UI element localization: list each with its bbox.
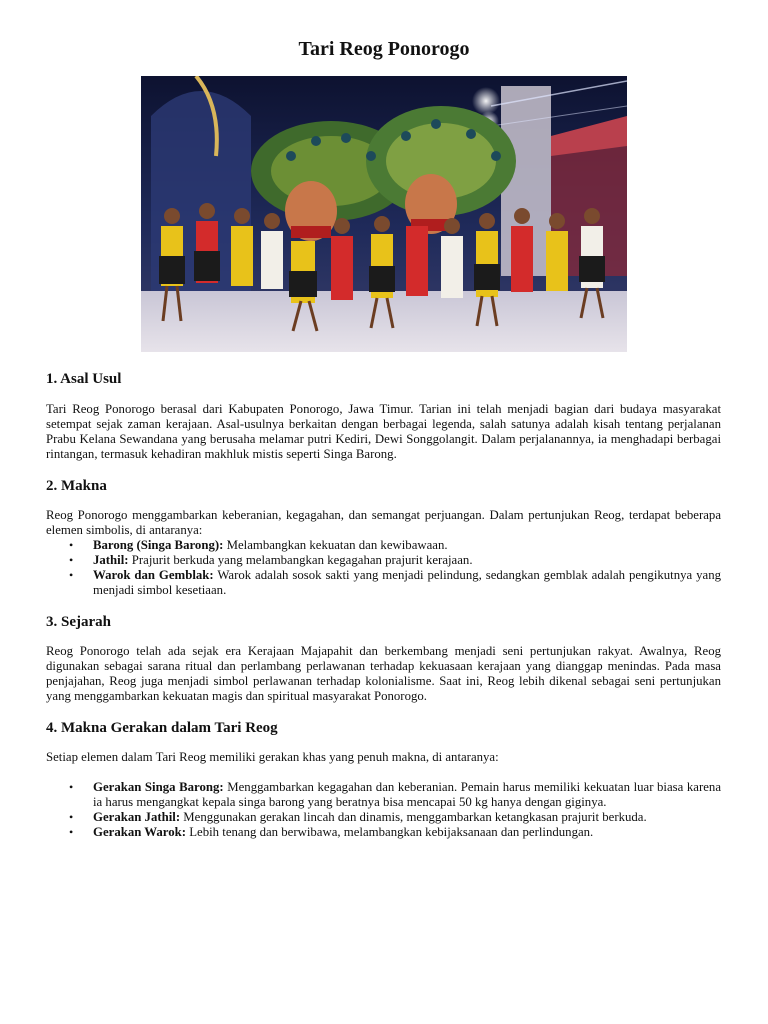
document-body	[46, 360, 721, 840]
list-item	[93, 568, 721, 598]
list-item-text: Lebih tenang dan berwibawa, melambangkan kebijaksanaan dan perlindungan.	[186, 825, 594, 839]
section-heading: 4. Makna Gerakan dalam Tari Reog	[46, 720, 278, 736]
section-heading: 3. Sejarah	[46, 614, 111, 630]
section-paragraph: Reog Ponorogo menggambarkan keberanian, kegagahan, dan semangat perjuangan. Dalam pertunjukan Reog, terdapat beberapa elemen simbolis, di antaranya:	[46, 508, 721, 537]
section-makna	[46, 477, 721, 598]
section-paragraph: Tari Reog Ponorogo berasal dari Kabupaten Ponorogo, Jawa Timur. Tarian ini telah menjadi bagian dari budaya masyarakat setempat sejak zaman kerajaan. Asal-usulnya berkaitan dengan berbagai legenda, salah satunya adalah kisah tentang perjalanan Prabu Kelana Sewandana yang berusaha melamar putri Kediri, Dewi Songgolangit. Dalam perjalanannya, ia menghadapi berbagai rintangan, termasuk kehadiran makhluk mistis seperti Singa Barong.	[46, 402, 721, 461]
movement-list	[46, 780, 721, 840]
photo-illustration	[141, 76, 627, 352]
list-item-text: Menggunakan gerakan lincah dan dinamis, menggambarkan ketangkasan prajurit berkuda.	[180, 810, 647, 824]
list-item	[93, 810, 721, 825]
list-item	[93, 538, 721, 553]
list-item-term: Jathil:	[93, 553, 129, 567]
section-heading: 2. Makna	[46, 478, 107, 494]
list-item-term: Gerakan Singa Barong:	[93, 780, 224, 794]
section-paragraph: Setiap elemen dalam Tari Reog memiliki gerakan khas yang penuh makna, di antaranya:	[46, 750, 499, 764]
list-item-text: Prajurit berkuda yang melambangkan kegagahan prajurit kerajaan.	[128, 553, 473, 567]
symbol-list	[46, 538, 721, 598]
section-makna-gerakan	[46, 719, 721, 840]
list-item-text: Warok adalah sosok sakti yang menjadi pelindung, sedangkan gemblak adalah pengikutnya yang menjadi simbol kesetiaan.	[93, 568, 722, 597]
section-heading: 1. Asal Usul	[46, 371, 122, 387]
reog-performance-photo	[141, 76, 627, 352]
list-item	[93, 553, 721, 568]
document-title: Tari Reog Ponorogo	[298, 38, 470, 60]
list-item-text: Menggambarkan kegagahan dan keberanian. Pemain harus memiliki kekuatan luar biasa karena ia harus mengangkat kepala singa barong yang beratnya bisa mencapai 50 kg hanya dengan giginya.	[93, 780, 722, 809]
list-item-term: Barong (Singa Barong):	[93, 538, 224, 552]
list-item	[93, 780, 721, 810]
list-item-term: Gerakan Jathil:	[93, 810, 181, 824]
list-item	[93, 825, 721, 840]
section-sejarah	[46, 613, 721, 704]
section-paragraph: Reog Ponorogo telah ada sejak era Kerajaan Majapahit dan berkembang menjadi seni pertunjukan rakyat. Awalnya, Reog digunakan sebagai sarana ritual dan perlambang perlawanan terhadap kekuasaan kerajaan yang dianggap menindas. Pada masa penjajahan, Reog juga menjadi simbol perlawanan terhadap kolonialisme. Saat ini, Reog lebih dikenal sebagai seni pertunjukan yang menggambarkan kekuatan magis dan spiritual masyarakat Ponorogo.	[46, 644, 721, 703]
list-item-text: Melambangkan kekuatan dan kewibawaan.	[223, 538, 448, 552]
list-item-term: Gerakan Warok:	[93, 825, 187, 839]
section-asal-usul	[46, 370, 721, 462]
list-item-term: Warok dan Gemblak:	[93, 568, 214, 582]
